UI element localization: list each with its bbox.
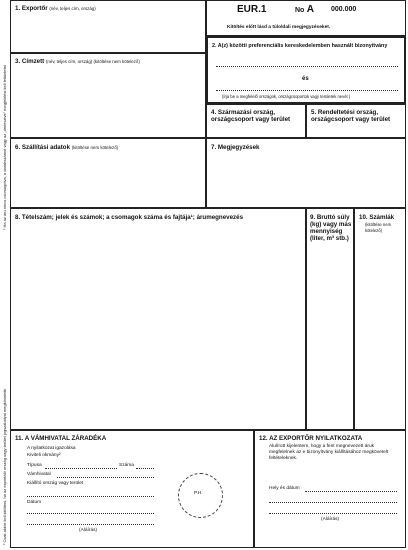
box-5-destination[interactable] [306,104,406,138]
box-10-invoices[interactable] [354,208,406,430]
box-1-sub: (név, teljes cím, ország) [49,6,96,11]
box-7-title: 7. Megjegyzések [211,144,260,151]
box-2-line-1 [216,66,398,67]
box-11-signature: (Aláírás) [79,528,98,533]
box-2-certificate[interactable] [206,36,406,104]
box-11-line-4: Vámhivatal [27,472,51,477]
box-11-line-6: Dátum [27,500,42,505]
box-10-sub: (kitöltése nem kötelező) [365,222,392,233]
box-8-goods[interactable] [10,208,306,430]
box-2-line-2 [216,90,398,91]
box-11-line-3: Száma [119,463,134,468]
side-note-bottom: ² Csak akkor kell kitölteni, ha az exportáló ország vagy terület jogszabályai megkövetelik [2,388,7,545]
box-11-type-line [45,468,117,469]
box-12-text: Alulírott kijelentem, hogy a fent megnevezett áruk megfelelnek az e bizonyítvány kiállításához megkövetelt feltételeknek. [269,444,389,461]
box-12-title: 12. AZ EXPORTŐR NYILATKOZATA [259,435,363,442]
box-10-title: 10. Számlák [359,214,395,221]
stamp-label: P.H. [194,491,203,496]
side-note-top: ¹ Ha az áru nincs csomagolva, a darabszámot vagy az „ömlesztve” megjelölést kell feltüntetni [2,65,7,230]
box-11-line-2: Típusa [27,463,42,468]
box-12-declaration[interactable] [254,430,406,548]
serial-number: 000.000 [331,6,357,13]
box-4-origin[interactable] [206,104,306,138]
fill-note: Kitöltés előtt lásd a túloldali megjegyzéseket. [227,25,331,30]
box-12-signature: (Aláírás) [321,517,340,522]
box-11-date-line [27,513,154,514]
box-2-and: és [302,76,309,82]
box-11-signature-line [27,524,154,525]
box-7-remarks[interactable] [206,138,406,208]
box-9-title: 9. Bruttó súly (kg) vagy más mennyiség (liter, m³ stb.) [310,214,352,242]
box-1-title: 1. Exportőr [15,5,48,12]
box-2-note: (Írja be a megfelelő országok, országcsoportok vagy területek nevét ) [222,94,351,99]
box-12-place-date: Hely és dátum [269,486,300,491]
box-6-sub: (kitöltése nem kötelező) [71,145,119,150]
box-12-signature-line [269,513,397,514]
box-8-title: 8. Tételszám; jelek és számok; a csomagok száma és fajtája¹; árumegnevezés [15,214,244,221]
box-11-line-0: A nyilatkozat igazolása [27,446,76,451]
form-header [206,0,406,36]
box-3-title: 3. Címzett [15,58,45,65]
box-6-title: 6. Szállítási adatok [15,144,71,151]
box-1-exporter[interactable] [10,0,206,53]
box-3-consignee[interactable] [10,53,206,138]
box-6-transport[interactable] [10,138,206,208]
series-letter: A [306,4,314,15]
box-3-sub: (név, teljes cím, ország) (kitöltése nem kötelező) [45,59,140,64]
box-2-title: 2. A(z) közötti preferenciális kereskedelemben használt bizonyítvány [212,43,388,49]
box-12-place-line [305,491,397,492]
box-11-line-5: Kiállító ország vagy terület [27,481,84,486]
number-prefix: No [295,7,305,14]
box-12-line-2 [269,502,397,503]
box-11-country-line [27,496,154,497]
box-4-title: 4. Származási ország, országcsoport vagy terület [211,109,291,123]
box-11-title: 11. A VÁMHIVATAL ZÁRADÉKA [15,435,107,442]
box-11-office-line [57,477,154,478]
box-11-customs[interactable] [10,430,254,548]
box-9-weight[interactable] [306,208,354,430]
form-title: EUR.1 [237,4,267,15]
box-5-title: 5. Rendeltetési ország, országcsoport vagy terület [311,109,391,123]
box-11-number-line [136,468,154,469]
box-11-line-1: Kiviteli okmány² [27,453,61,458]
